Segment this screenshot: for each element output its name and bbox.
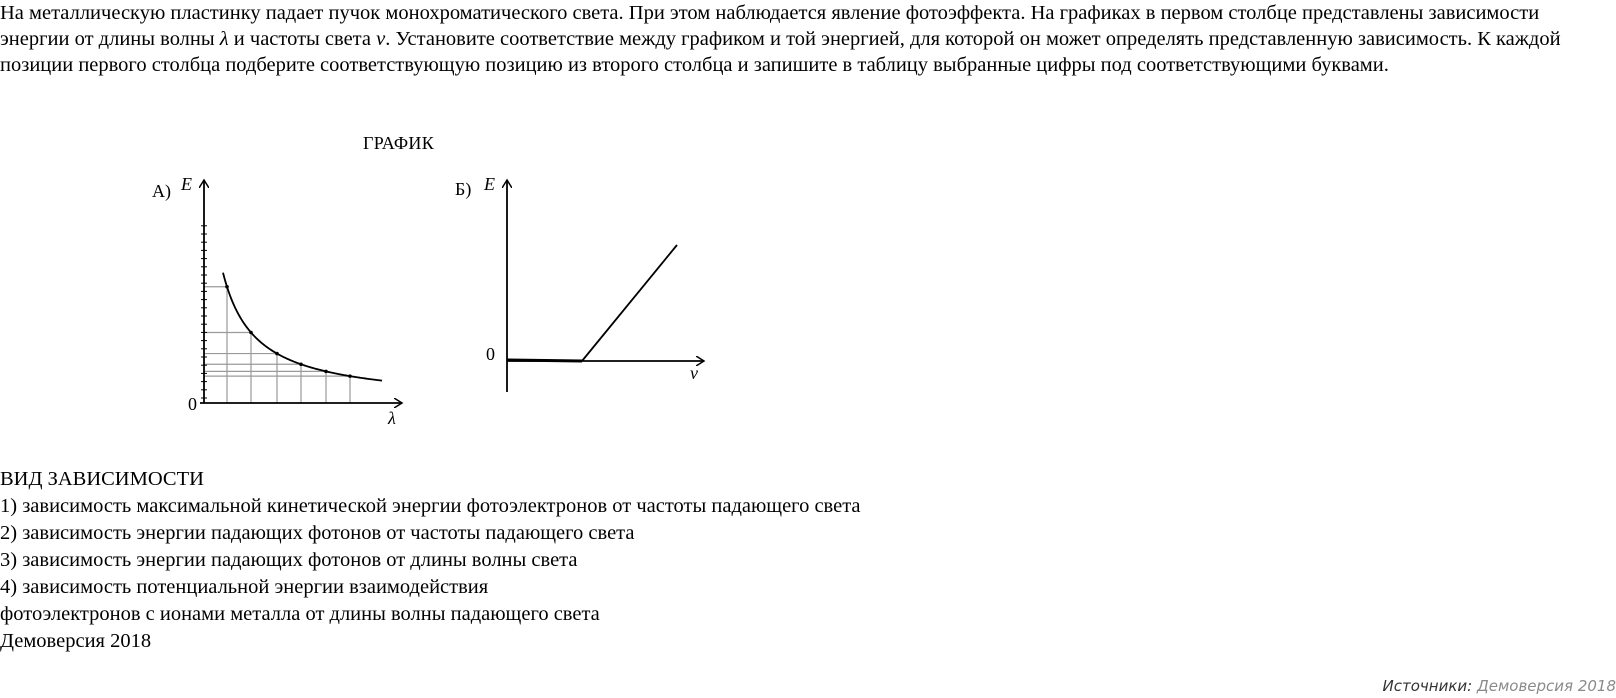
nu-symbol: ν [376, 28, 386, 50]
sources-value[interactable]: Демоверсия 2018 [1477, 677, 1616, 695]
graph-a-point [348, 374, 352, 378]
dependency-item-4: 4) зависимость потенциальной энергии взаимодействия [0, 576, 489, 598]
sources-label: Источники: [1382, 677, 1473, 695]
graph-a-grid [204, 287, 350, 403]
task-text-part3: . Установите соответствие между графиком и той энергией, для которой он может определять представленную зависимость. К каждой позиции первого столбца подберите соответствующую позицию из второго столбца и запишите в таблицу выбранные цифры под соответствующими буквами. [0, 28, 1561, 76]
graph-a-origin-label: 0 [188, 394, 197, 414]
graph-a-point [299, 362, 303, 366]
dependencies-list [0, 466, 861, 655]
graph-b-x-axis-label: ν [690, 363, 698, 383]
graph-a-label: А) [152, 181, 171, 201]
graph-b-rising-line [582, 245, 677, 361]
graph-a-x-axis-label: λ [388, 408, 396, 428]
dependency-item-3: 3) зависимость энергии падающих фотонов от длины волны света [0, 549, 578, 571]
lambda-symbol: λ [219, 28, 229, 50]
graphs-heading: ГРАФИК [363, 133, 435, 153]
graph-a-point [324, 370, 328, 374]
graph-a-point [225, 285, 229, 289]
dependency-item-1: 1) зависимость максимальной кинетической энергии фотоэлектронов от частоты падающего света [0, 495, 861, 517]
graph-b-origin-label: 0 [486, 344, 495, 364]
graph-a-point [275, 352, 279, 356]
graph-b-y-axis-label: E [484, 174, 495, 194]
dependency-item-2: 2) зависимость энергии падающих фотонов от частоты падающего света [0, 522, 635, 544]
dependency-item-4-continuation: фотоэлектронов с ионами металла от длины волны падающего света [0, 603, 600, 625]
task-text-part2: и частоты света [228, 28, 377, 50]
sources-line [1383, 676, 1616, 696]
task-statement [0, 0, 1610, 78]
graph-a-point [249, 331, 253, 335]
graphs-figure [0, 160, 760, 440]
dependencies-heading: ВИД ЗАВИСИМОСТИ [0, 468, 204, 490]
graph-b-zero-segment [507, 360, 582, 361]
graph-b [455, 174, 704, 392]
graph-b-label: Б) [455, 179, 472, 199]
graph-a-y-axis-label: E [181, 174, 192, 194]
task-text-part1: На металлическую пластинку падает пучок монохроматического света. При этом наблюдается явление фотоэффекта. На графиках в первом столбце представлены зависимости энергии от длины волны [0, 2, 1540, 50]
dependencies-footer: Демоверсия 2018 [0, 630, 152, 652]
graph-a [152, 174, 402, 428]
